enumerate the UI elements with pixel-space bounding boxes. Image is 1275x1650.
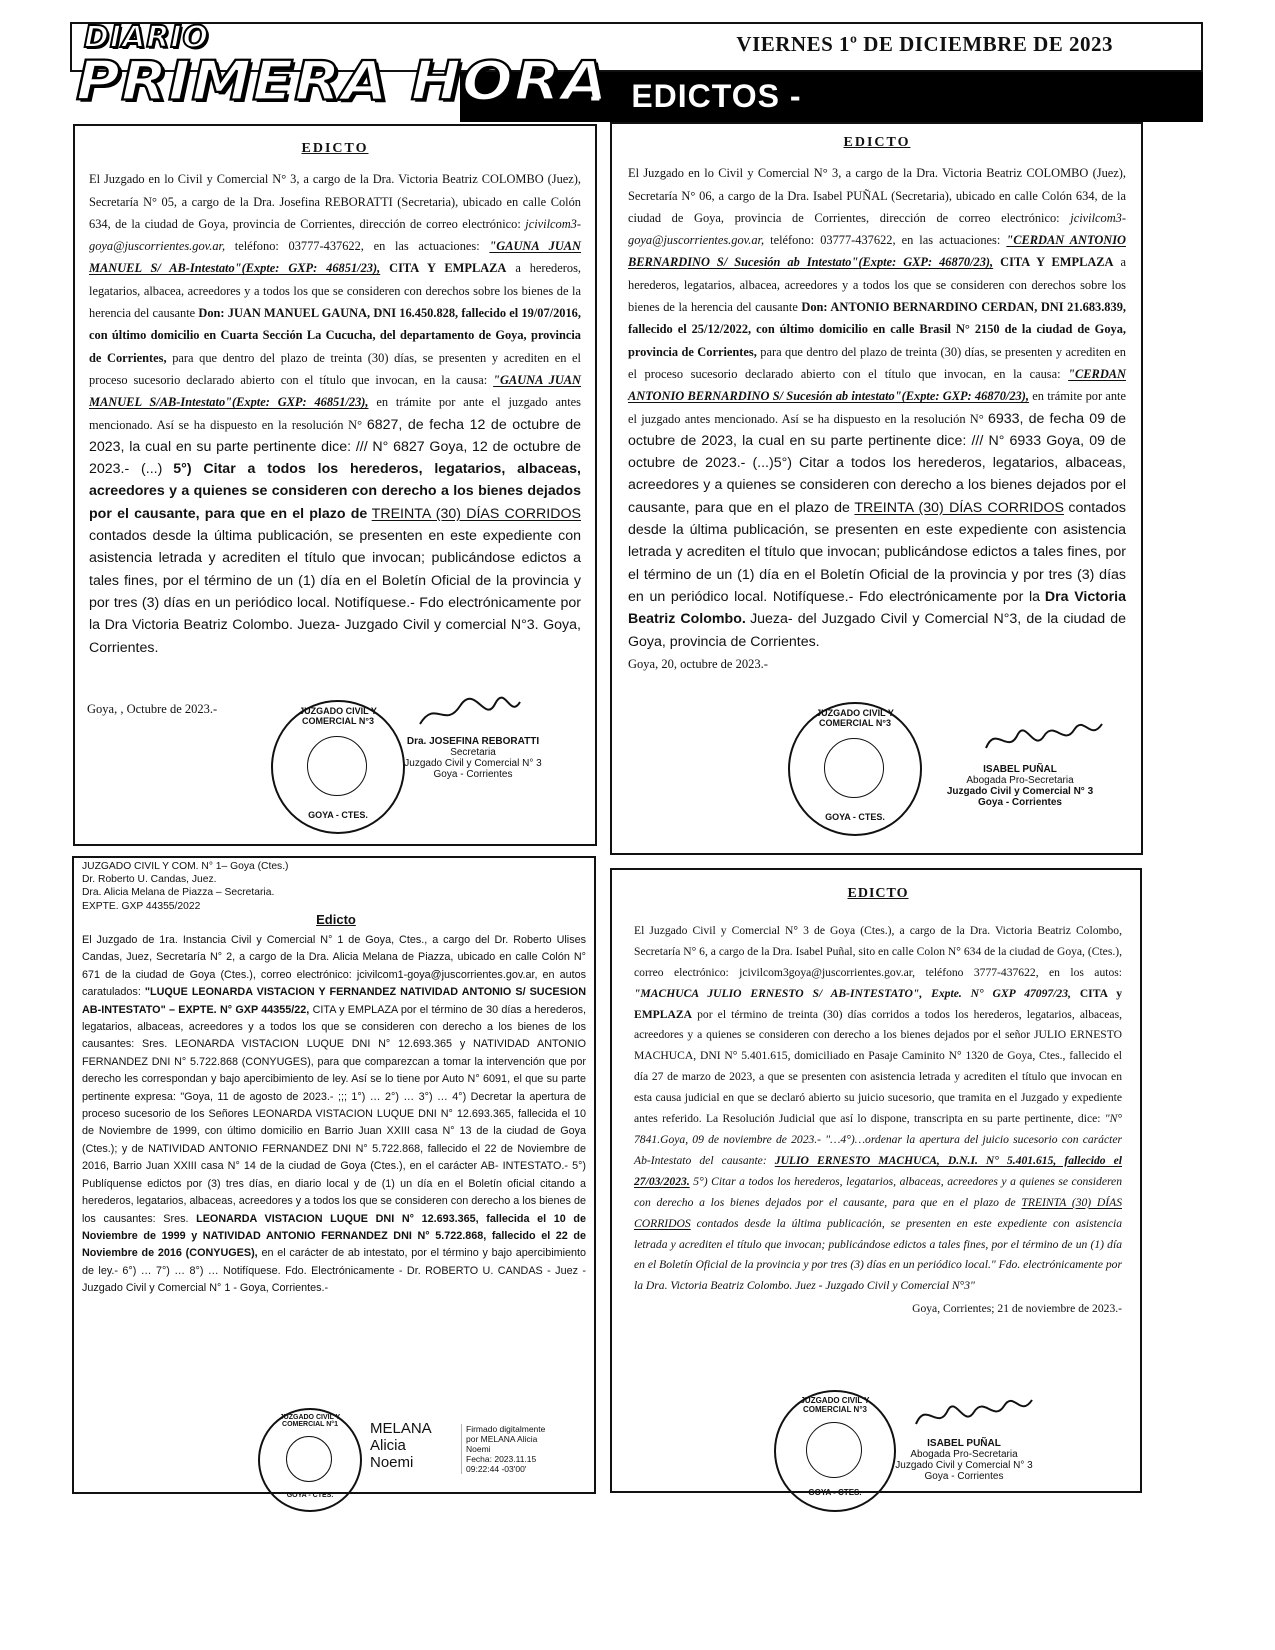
edicto-date: Goya, 20, octubre de 2023.- (628, 656, 768, 671)
section-title: - EDICTOS - (590, 78, 802, 114)
diario-label: DIARIO (84, 20, 210, 55)
signature-block: ISABEL PUÑAL Abogada Pro-Secretaria Juzgado Civil y Comercial N° 3 Goya - Corrientes (946, 764, 1094, 808)
signature-mark (978, 716, 1108, 764)
edicto-body: El Juzgado Civil y Comercial N° 3 de Goya (Ctes.), a cargo de la Dra. Victoria Beatriz Colombo, Secretaría N° 6, a cargo de la Dra. Isabel Puñal, sito en calle Colon N° 634 de la ciudad de Goya, (Ctes.), correo electrónico: jcivilcom3goya@juscorrientes.gov.ar, teléfono 3777-437622, en los autos: "MACHUCA JULIO ERNESTO S/ AB-INTESTATO", Expte. N° GXP 47097/23, CITA y EMPLAZA por el término de treinta (30) días corridos a todos los herederos, legatarios, albaceas, acreedores y a quienes se consideren con derecho a los bienes dejados por el señor JULIO ERNESTO MACHUCA, DNI N° 5.401.615, domiciliado en Pasaje Caminito N° 1320 de Goya, Ctes., fallecido el día 27 de marzo de 2023, a que se presenten con asistencia letrada y acrediten el título que invocan en esta causa judicial en que se declaró abierto su juicio sucesorio, que tramita en el Juzgado y expediente antes referido. La Resolución Judicial que así lo dispone, transcripta en su parte pertinente, dice: "N° 7841.Goya, 09 de noviembre de 2023.- "…4°)…ordenar la apertura del juicio sucesorio con carácter Ab-Intestato del causante: JULIO ERNESTO MACHUCA, D.N.I. N° 5.401.615, fallecido el 27/03/2023. 5°) Citar a todos los herederos, legatarios, albaceas, acreedores y a quienes se consideren con derecho a los bienes dejados por el causante, para que en el plazo de TREINTA (30) DÍAS CORRIDOS contados desde la última publicación, se presenten en este expediente con asistencia letrada y acrediten el título que invocan; publicándose edictos a tales fines, por el término de un (1) día en el Boletín Oficial de la provincia y por tres (3) días en un periódico local." Fdo. electrónicamente por la Dra. Victoria Beatriz Colombo. Juez - Juzgado Civil y Comercial N°3" (634, 923, 1123, 1293)
edicto-title: EDICTO (843, 135, 911, 150)
edicto-body: El Juzgado en lo Civil y Comercial N° 3, a cargo de la Dra. Victoria Beatriz COLOMBO (Juez), Secretaría N° 06, a cargo de la Dra. Isabel PUÑAL (Secretaria), ubicado en calle Colón 634, de la ciudad de Goya, provincia de Corrientes, dirección de correo electrónico: jcivilcom3-goya@juscorrientes.gov.ar, teléfono: 03777-437622, en las actuaciones: "CERDAN ANTONIO BERNARDINO S/ Sucesión ab Intestato"(Expte: GXP: 46870/23), CITA Y EMPLAZA a herederos, legatarios, albacea, acreedores y a todos los que se consideren con derechos sobre los bienes de la herencia del causante Don: ANTONIO BERNARDINO CERDAN, DNI 21.683.839, fallecido el 25/12/2022, con último domicilio en calle Brasil N° 2150 de la ciudad de Goya, provincia de Corrientes, para que dentro del plazo de treinta (30) días, se presenten y acrediten en el proceso sucesorio declarado abierto con el título que invocan, en la causa: "CERDAN ANTONIO BERNARDINO S/ Sucesión ab intestato"(Expte: GXP: 46870/23), en trámite por ante el juzgado antes mencionado. Así se ha dispuesto en la resolución N° 6933, de fecha 09 de octubre de 2023, la cual en su parte pertinente dice: /// N° 6933 Goya, 09 de octubre de 2023.- (...)5°) Citar a todos los herederos, legatarios, albaceas, acreedores y a quienes se consideren con derecho a los bienes dejados por el causante, para que en el plazo de TREINTA (30) DÍAS CORRIDOS contados desde la última publicación, se presenten en este expediente con asistencia letrada y acrediten el título que invocan; publicándose edictos a tales fines, por el término de un (1) día en el Boletín Oficial de la provincia y por tres (3) días en un periódico local. Notifíquese.- Fdo electrónicamente por la Dra Victoria Beatriz Colombo. Jueza- del Juzgado Civil y Comercial N°3, de la ciudad de Goya, provincia de Corrientes. (628, 166, 1127, 650)
signature-block: Dra. JOSEFINA REBORATTI Secretaria Juzgado Civil y Comercial N° 3 Goya - Corrientes (404, 736, 542, 780)
edicto-date: Goya, Corrientes; 21 de noviembre de 2023.- (912, 1302, 1122, 1316)
edicto-gauna (73, 124, 597, 846)
edicto-body: El Juzgado en lo Civil y Comercial N° 3, a cargo de la Dra. Victoria Beatriz COLOMBO (Juez), Secretaría N° 05, a cargo de la Dra. Josefina REBORATTI (Secretaria), ubicado en calle Colón 634, de la ciudad de Goya, provincia de Corrientes, dirección de correo electrónico: jcivilcom3-goya@juscorrientes.gov.ar, teléfono: 03777-437622, en las actuaciones: "GAUNA JUAN MANUEL S/ AB-Intestato"(Expte: GXP: 46851/23), CITA Y EMPLAZA a herederos, legatarios, albacea, acreedores y a todos los que se consideren con derechos sobre los bienes de la herencia del causante Don: JUAN MANUEL GAUNA, DNI 16.450.828, fallecido el 19/07/2016, con último domicilio en Cuarta Sección La Cucucha, del departamento de Goya, provincia de Corrientes, para que dentro del plazo de treinta (30) días, se presenten y acrediten en el proceso sucesorio declarado abierto con el título que invocan, en la causa: "GAUNA JUAN MANUEL S/AB-Intestato"(Expte: GXP: 46851/23), en trámite por ante el juzgado antes mencionado. Así se ha dispuesto en la resolución N° 6827, de fecha 12 de octubre de 2023, la cual en su parte pertinente dice: /// N° 6827 Goya, 12 de octubre de 2023.- (...) 5°) Citar a todos los herederos, legatarios, albaceas, acreedores y a quienes se consideren con derecho a los bienes dejados por el causante, para que en el plazo de TREINTA (30) DÍAS CORRIDOS contados desde la última publicación, se presenten en este expediente con asistencia letrada y acrediten el título que invocan; publicándose edictos a tales fines, por el término de un (1) día en el Boletín Oficial de la provincia y por tres (3) días en un periódico local. Notifíquese.- Fdo electrónicamente por la Dra Victoria Beatriz Colombo. Jueza- Juzgado Civil y comercial N°3. Goya, Corrientes. (89, 172, 581, 656)
edicto-date: Goya, , Octubre de 2023.- (87, 702, 218, 716)
court-seal: JUZGADO CIVIL Y COMERCIAL N°3 GOYA - CTES. (788, 702, 922, 836)
signature-mark (415, 694, 525, 734)
edicto-machuca (610, 868, 1142, 1497)
court-seal: JUZGADO CIVIL Y COMERCIAL N°3 GOYA - CTES. (774, 1390, 896, 1512)
edicto-body: El Juzgado de 1ra. Instancia Civil y Comercial N° 1 de Goya, Ctes., a cargo del Dr. Roberto Ulises Candas, Juez, Secretaría N° 2, a cargo de la Dra. Alicia Melana de Piazza, ubicado en calle Colón N° 671 de la ciudad de Goya (Ctes.), correo electrónico: jcivilcom1-goya@juscorrientes.gov.ar, en autos caratulados: "LUQUE LEONARDA VISTACION Y FERNANDEZ NATIVIDAD ANTONIO S/ SUCESION AB-INTESTATO" – EXPTE. N° GXP 44355/22, CITA y EMPLAZA por el término de 30 días a herederos, legatarios, albaceas, acreedores y a todos los que se consideren con derecho a los bienes de los causantes: Sres. LEONARDA VISTACION LUQUE DNI N° 12.693.365 y NATIVIDAD ANTONIO FERNANDEZ DNI N° 5.722.868 (CONYUGES), para que comparezcan a tomar la intervención que por derecho les correspondan y bajo apercibimiento de ley. Así se lo tiene por Auto N° 6091, el que su parte pertinente expresa: "Goya, 11 de agosto de 2023.- ;;; 1°) … 2°) … 3°) … 4°) Decretar la apertura de proceso sucesorio de los Señores LEONARDA VISTACION LUQUE DNI N° 12.693.365, fallecida el 10 de Noviembre de 1999, con último domicilio en Barrio Juan XXIII casa N° 13 de la ciudad de Goya (Ctes.); y de NATIVIDAD ANTONIO FERNANDEZ DNI N° 5.722.868, fallecido el 22 de Noviembre de 2016, Barrio Juan XXIII casa N° 14 de la ciudad de Goya (Ctes.), en el carácter AB- INTESTATO.- 5°) Publíquense edictos por (3) tres días, en diario local y de (1) un día en el Boletín oficial citando a herederos, legatarios, albaceas, acreedores y a todos los que se consideren con derecho a los bienes de los causantes: Sres. LEONARDA VISTACION LUQUE DNI N° 12.693.365, fallecida el 10 de Noviembre de 1999 y NATIVIDAD ANTONIO FERNANDEZ DNI N° 5.722.868, fallecido el 22 de Noviembre de 2016 (CONYUGES), en el carácter de ab intestato, por el término y bajo apercibimiento de ley.- 6°) … 7°) … 8°) … Notifíquese. Fdo. Electrónicamente - Dr. ROBERTO U. CANDAS - Juez - Juzgado Civil y Comercial N° 1 - Goya, Corrientes.- (82, 934, 587, 1295)
issue-date: VIERNES 1º DE DICIEMBRE DE 2023 (736, 32, 1113, 56)
edicto-title: EDICTO (301, 141, 369, 156)
edicto-title: EDICTO (847, 886, 909, 901)
signature-mark (908, 1392, 1038, 1440)
masthead-logo: PRIMERA HORA (76, 50, 609, 113)
page-header (70, 22, 1203, 124)
court-header: JUZGADO CIVIL Y COM. N° 1– Goya (Ctes.) Dr. Roberto U. Candas, Juez. Dra. Alicia Melana de Piazza – Secretaria. EXPTE. GXP 44355/2022 (82, 861, 289, 912)
court-seal: JUZGADO CIVIL Y COMERCIAL N°3 GOYA - CTES. (271, 700, 405, 834)
digital-signature-info: Firmado digitalmente por MELANA Alicia Noemi Fecha: 2023.11.15 09:22:44 -03'00' (461, 1424, 545, 1474)
edicto-title: Edicto (316, 912, 356, 927)
digital-signature-name: MELANA Alicia Noemi (370, 1420, 432, 1471)
court-seal: JUZGADO CIVIL Y COMERCIAL N°1 GOYA - CTES. (258, 1408, 362, 1512)
edicto-cerdan (610, 122, 1143, 855)
signature-block: ISABEL PUÑAL Abogada Pro-Secretaria Juzgado Civil y Comercial N° 3 Goya - Corrientes (895, 1438, 1033, 1482)
edicto-luque (72, 856, 596, 1499)
